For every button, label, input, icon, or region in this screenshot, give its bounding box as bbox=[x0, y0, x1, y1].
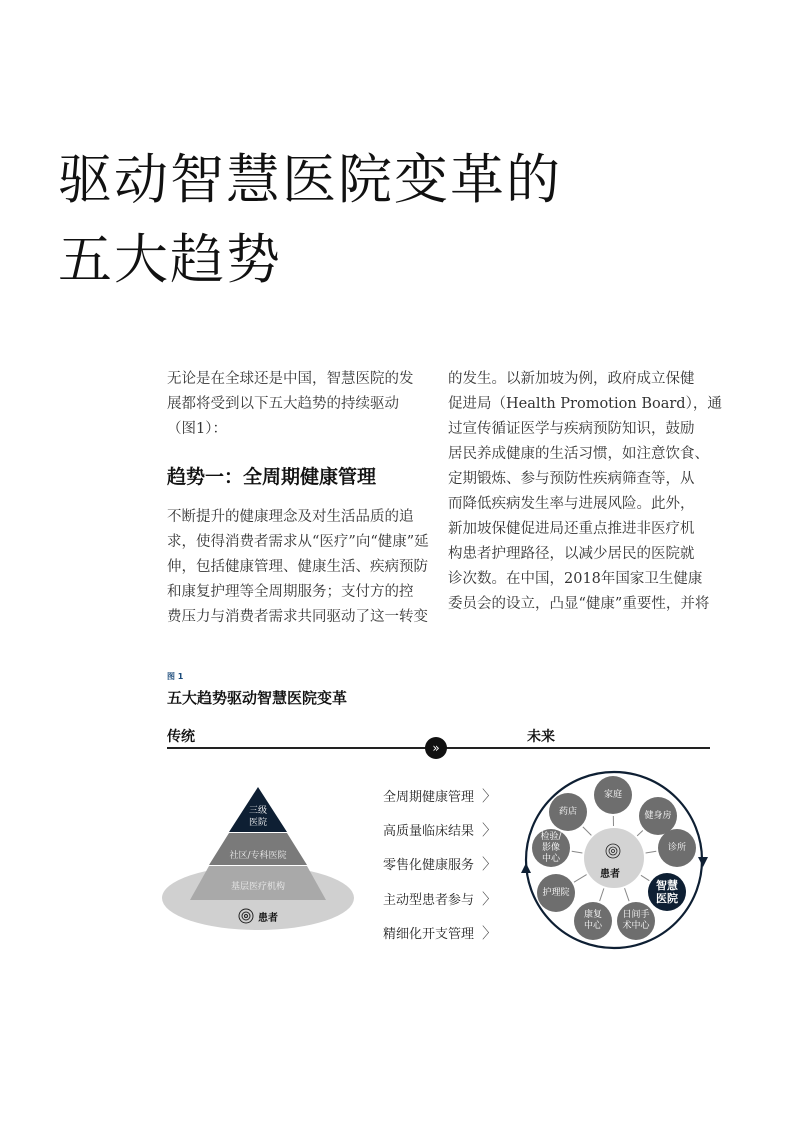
node-label: 影像 bbox=[541, 842, 560, 853]
center-label: 患者 bbox=[600, 869, 620, 880]
node-label: 医院 bbox=[656, 892, 678, 905]
label-line: 医院 bbox=[248, 818, 267, 828]
pyramid-top-label bbox=[246, 805, 270, 829]
text-line: 的发生。以新加坡为例，政府成立保健 bbox=[448, 371, 695, 387]
ecosystem-diagram bbox=[515, 765, 715, 955]
arrow-down-icon bbox=[698, 857, 708, 867]
pyramid-bottom-label: 基层医疗机构 bbox=[230, 882, 285, 892]
text-line: 不断提升的健康理念及对生活品质的追 bbox=[167, 509, 414, 525]
text-line: 定期锻炼、参与预防性疾病筛查等，从 bbox=[448, 471, 695, 487]
spoke-arrow bbox=[625, 888, 630, 901]
arrow-up-icon bbox=[521, 863, 531, 873]
text-line: 伸，包括健康管理、健康生活、疾病预防 bbox=[167, 559, 428, 575]
node-label: 诊所 bbox=[667, 842, 686, 853]
spoke-arrow bbox=[583, 827, 592, 836]
figure-label: 图 1 bbox=[167, 672, 184, 681]
title-line: 驱动智慧医院变革的 bbox=[58, 148, 562, 211]
trend-label: 精细化开支管理 bbox=[383, 927, 475, 942]
text-line: 求，使得消费者需求从“医疗”向“健康”延 bbox=[167, 534, 429, 550]
text-line: 展都将受到以下五大趋势的持续驱动 bbox=[167, 396, 399, 412]
trend-label: 高质量临床结果 bbox=[383, 824, 475, 839]
text-line: 新加坡保健促进局还重点推进非医疗机 bbox=[448, 521, 695, 537]
trend-item bbox=[383, 819, 497, 840]
node-label: 中心 bbox=[583, 921, 602, 931]
node-label: 中心 bbox=[541, 853, 560, 864]
node-label: 智慧 bbox=[656, 879, 678, 892]
ecosystem-node bbox=[658, 829, 696, 867]
node-label: 药店 bbox=[558, 806, 577, 817]
left-body bbox=[167, 505, 429, 630]
ecosystem-node bbox=[574, 902, 612, 940]
right-body bbox=[448, 367, 722, 617]
trend-label: 主动型患者参与 bbox=[383, 893, 475, 908]
text-line: 和康复护理等全周期服务；支付方的控 bbox=[167, 584, 414, 600]
chevron-right-icon: 〉 bbox=[482, 855, 498, 873]
node-label: 术中心 bbox=[622, 921, 650, 931]
spoke-arrow bbox=[600, 888, 604, 901]
text-line: 委员会的设立，凸显“健康”重要性，并将 bbox=[448, 596, 710, 612]
intro-text bbox=[167, 367, 414, 442]
spoke-arrow bbox=[646, 851, 657, 853]
spoke-arrow bbox=[574, 875, 587, 883]
ecosystem-node bbox=[648, 873, 686, 911]
label-line: 三级 bbox=[248, 806, 267, 816]
trend-item bbox=[383, 785, 497, 806]
ecosystem-node bbox=[537, 874, 575, 912]
text-line: 过宣传循证医学与疾病预防知识，鼓励 bbox=[448, 421, 695, 437]
text-line: 促进局（Health Promotion Board），通 bbox=[448, 396, 722, 412]
text-line: 而降低疾病发生率与进展风险。此外， bbox=[448, 496, 695, 512]
trend-label: 零售化健康服务 bbox=[383, 858, 475, 873]
figure-title: 五大趋势驱动智慧医院变革 bbox=[167, 689, 348, 707]
text-line: 无论是在全球还是中国，智慧医院的发 bbox=[167, 371, 414, 387]
chevron-right-icon: 〉 bbox=[482, 924, 498, 942]
text-line: 居民养成健康的生活习惯，如注意饮食、 bbox=[448, 446, 709, 462]
text-line: （图1）： bbox=[167, 421, 227, 437]
ecosystem-node bbox=[549, 793, 587, 831]
ecosystem-node bbox=[617, 902, 655, 940]
text-line: 构患者护理路径，以减少居民的医院就 bbox=[448, 546, 695, 562]
traditional-header: 传统 bbox=[167, 729, 195, 745]
spoke-arrow bbox=[641, 875, 649, 880]
chevron-right-icon: 〉 bbox=[482, 787, 498, 805]
trend-item bbox=[383, 853, 497, 874]
ecosystem-node bbox=[594, 776, 632, 814]
double-chevron-right-icon: » bbox=[425, 737, 447, 759]
chevron-right-icon: 〉 bbox=[482, 890, 498, 908]
text-line: 费压力与消费者需求共同驱动了这一转变 bbox=[167, 609, 428, 625]
section-heading: 趋势一：全周期健康管理 bbox=[167, 466, 377, 488]
node-label: 家庭 bbox=[603, 789, 622, 800]
node-label: 康复 bbox=[583, 910, 602, 920]
trend-item bbox=[383, 888, 497, 909]
spoke-arrow bbox=[572, 851, 583, 853]
trend-item bbox=[383, 922, 497, 943]
future-header: 未来 bbox=[527, 729, 555, 745]
pyramid-middle-label: 社区/专科医院 bbox=[229, 851, 287, 861]
node-label: 健身房 bbox=[644, 810, 672, 821]
node-label: 检验/ bbox=[540, 831, 562, 842]
spoke-arrow bbox=[637, 831, 643, 836]
patient-label: 患者 bbox=[258, 913, 278, 924]
page-title bbox=[58, 140, 562, 300]
trend-label: 全周期健康管理 bbox=[383, 790, 475, 805]
chevron-right-icon: 〉 bbox=[482, 821, 498, 839]
text-line: 诊次数。在中国，2018年国家卫生健康 bbox=[448, 571, 703, 587]
title-line: 五大趋势 bbox=[58, 228, 282, 291]
node-label: 日间手 bbox=[622, 910, 650, 920]
ecosystem-node bbox=[532, 829, 570, 867]
node-label: 护理院 bbox=[542, 887, 570, 898]
